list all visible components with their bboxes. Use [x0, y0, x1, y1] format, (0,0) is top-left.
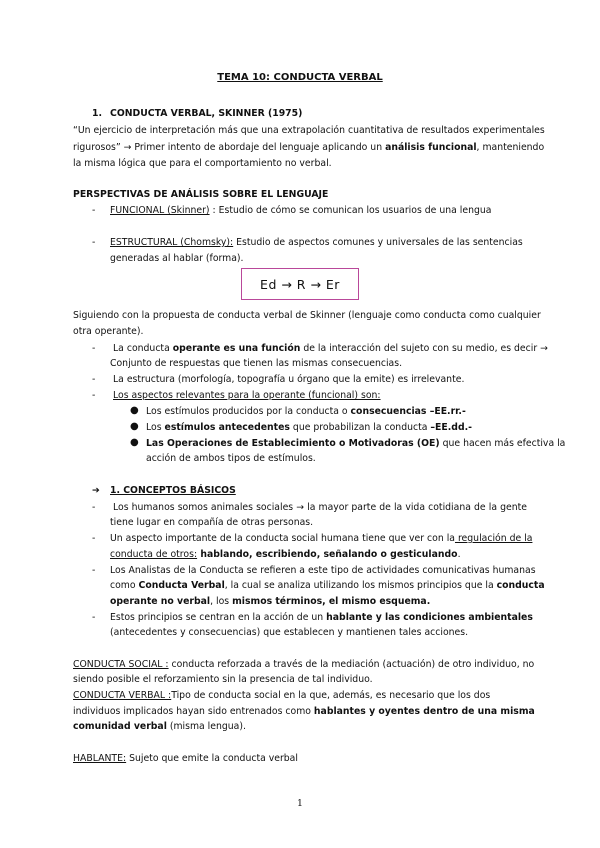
dash-bullet: -: [92, 390, 96, 401]
dash-bullet: -: [92, 374, 96, 385]
dash-bullet: -: [92, 565, 96, 576]
conducta-social-def: CONDUCTA SOCIAL : conducta reforzada a través de la mediación (actuación) de otro individuo, no: [73, 659, 535, 670]
dash-bullet: -: [92, 343, 96, 354]
round-bullet: ●: [130, 405, 139, 416]
section-1-number: 1.: [92, 108, 103, 119]
funcional-item: FUNCIONAL (Skinner) : Estudio de cómo se comunican los usuarios de una lengua: [110, 205, 492, 216]
subitem-1: Los estímulos producidos por la conducta o consecuencias –EE.rr.-: [146, 406, 466, 417]
perspectivas-heading: PERSPECTIVAS DE ANÁLISIS SOBRE EL LENGUAJE: [73, 189, 329, 200]
concepto-3-line-3: operante no verbal, los mismos términos, el mismo esquema.: [110, 596, 431, 607]
concepto-4-line-1: Estos principios se centran en la acción de un hablante y las condiciones ambientales: [110, 612, 533, 623]
concepto-3-line-2: como Conducta Verbal, la cual se analiza utilizando los mismos principios que la conducta: [110, 580, 545, 591]
concepto-4-line-2: (antecedentes y consecuencias) que establecen y mantienen tales acciones.: [110, 627, 469, 638]
siguiendo-line-1: Siguiendo con la propuesta de conducta verbal de Skinner (lenguaje como conducta como cualquier: [73, 310, 541, 321]
formula-box: Ed → R → Er: [241, 268, 359, 300]
quote-line-1: “Un ejercicio de interpretación más que una extrapolación cuantitativa de resultados experimentales: [73, 125, 545, 136]
section-1-heading: CONDUCTA VERBAL, SKINNER (1975): [110, 108, 303, 119]
concepto-2-line-1: Un aspecto importante de la conducta social humana tiene que ver con la regulación de la: [110, 533, 533, 544]
arrow-icon: ➔: [92, 485, 100, 496]
page-title: TEMA 10: CONDUCTA VERBAL: [217, 72, 383, 83]
page-number: 1: [297, 798, 303, 809]
concepto-1-line-2: tiene lugar en compañía de otras personas.: [110, 517, 314, 528]
estructural-item: ESTRUCTURAL (Chomsky): Estudio de aspectos comunes y universales de las sentencias: [110, 237, 523, 248]
round-bullet: ●: [130, 437, 139, 448]
round-bullet: ●: [130, 421, 139, 432]
subitem-3-line-2: acción de ambos tipos de estímulos.: [146, 453, 316, 464]
quote-line-3: la misma lógica que para el comportamiento no verbal.: [73, 158, 332, 169]
hablante-def: HABLANTE: Sujeto que emite la conducta verbal: [73, 753, 298, 764]
siguiendo-item-1: La conducta operante es una función de la interacción del sujeto con su medio, es decir →: [113, 343, 548, 354]
subitem-3: Las Operaciones de Establecimiento o Motivadoras (OE) que hacen más efectiva la: [146, 438, 566, 449]
siguiendo-item-2: La estructura (morfología, topografía u órgano que la emite) es irrelevante.: [113, 374, 465, 385]
conducta-verbal-def-line-2: individuos implicados hayan sido entrenados como hablantes y oyentes dentro de una misma: [73, 706, 535, 717]
siguiendo-item-1-line-2: Conjunto de respuestas que tienen las mismas consecuencias.: [110, 358, 403, 369]
quote-line-2: rigurosos” → Primer intento de abordaje del lenguaje aplicando un análisis funcional, manteniendo: [73, 142, 545, 153]
concepto-1-line-1: Los humanos somos animales sociales → la mayor parte de la vida cotidiana de la gente: [113, 502, 527, 513]
siguiendo-line-2: otra operante).: [73, 326, 144, 337]
conceptos-heading: 1. CONCEPTOS BÁSICOS: [110, 485, 236, 496]
conducta-verbal-def-line-3: comunidad verbal (misma lengua).: [73, 721, 246, 732]
subitem-2: Los estímulos antecedentes que probabilizan la conducta –EE.dd.-: [146, 422, 472, 433]
dash-bullet: -: [92, 533, 96, 544]
dash-bullet: -: [92, 237, 96, 248]
concepto-3-line-1: Los Analistas de la Conducta se refieren a este tipo de actividades comunicativas humanas: [110, 565, 536, 576]
conducta-social-def-line-2: siendo posible el reforzamiento sin la presencia de tal individuo.: [73, 674, 373, 685]
dash-bullet: -: [92, 502, 96, 513]
dash-bullet: -: [92, 612, 96, 623]
dash-bullet: -: [92, 205, 96, 216]
siguiendo-item-3: Los aspectos relevantes para la operante (funcional) son:: [113, 390, 381, 401]
conducta-verbal-def: CONDUCTA VERBAL :Tipo de conducta social en la que, además, es necesario que los dos: [73, 690, 491, 701]
estructural-item-line-2: generadas al hablar (forma).: [110, 253, 244, 264]
concepto-2-line-2: conducta de otros: hablando, escribiendo, señalando o gesticulando.: [110, 549, 461, 560]
